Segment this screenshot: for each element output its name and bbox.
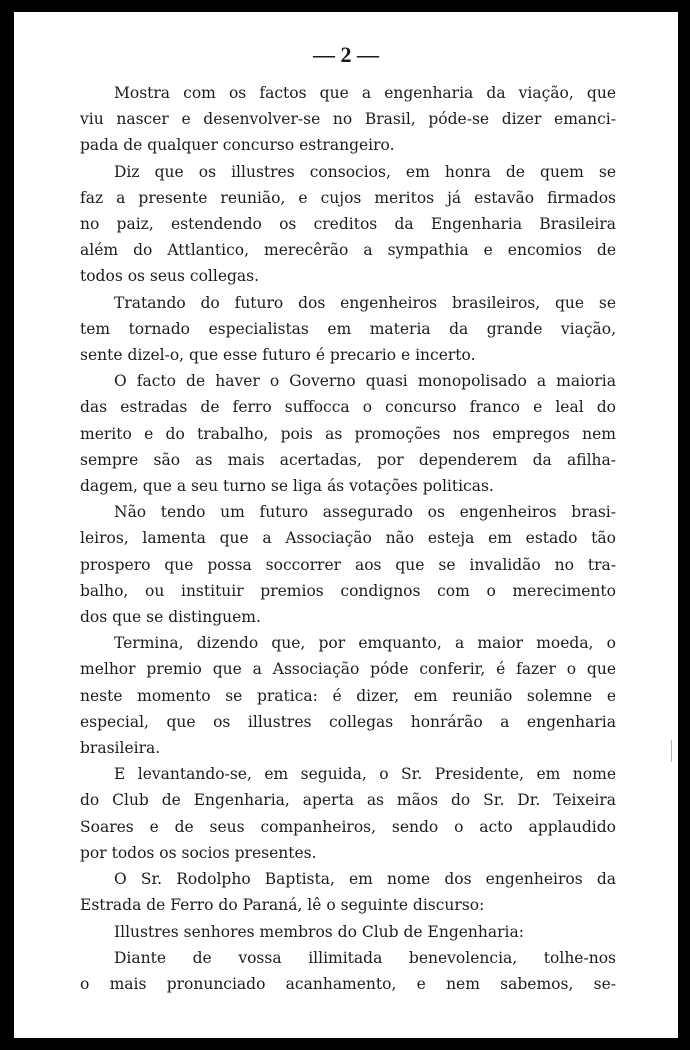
text-line: Tratando do futuro dos engenheiros brasileiros, que se <box>114 293 616 312</box>
text-line: merito e do trabalho, pois as promoções nos empregos nem <box>80 424 616 443</box>
text-line: além do Attlantico, merecêrão a sympathia e encomios de <box>80 241 616 260</box>
text-line: E levantando-se, em seguida, o Sr. Presidente, em nome <box>114 765 616 784</box>
text-line: O Sr. Rodolpho Baptista, em nome dos engenheiros da <box>114 870 616 889</box>
paragraph <box>80 945 616 997</box>
text-line: O facto de haver o Governo quasi monopolisado a maioria <box>114 372 616 391</box>
text-line: leiros, lamenta que a Associação não esteja em estado tão <box>80 529 616 548</box>
text-line: dagem, que a seu turno se liga ás votações politicas. <box>80 477 494 496</box>
text-line: viu nascer e desenvolver-se no Brasil, póde-se dizer emanci- <box>80 110 616 129</box>
text-line: prospero que possa soccorrer aos que se invalidão no tra- <box>80 555 616 574</box>
paragraph <box>80 866 616 918</box>
text-line: todos os seus collegas. <box>80 267 260 286</box>
text-line: no paiz, estendendo os creditos da Engenharia Brasileira <box>80 215 616 234</box>
text-line: sente dizel-o, que esse futuro é precario e incerto. <box>80 346 476 365</box>
paragraph <box>80 159 616 290</box>
text-line: Termina, dizendo que, por emquanto, a maior moeda, o <box>114 634 616 653</box>
text-line: melhor premio que a Associação póde conferir, é fazer o que <box>80 660 616 679</box>
text-line: Diante de vossa illimitada benevolencia, tolhe-nos <box>114 948 616 967</box>
text-line: Mostra com os factos que a engenharia da viação, que <box>114 84 616 102</box>
text-line: Diz que os illustres consocios, em honra de quem se <box>114 162 616 181</box>
text-line: do Club de Engenharia, aperta as mãos do Sr. Dr. Teixeira <box>80 791 616 810</box>
book-page <box>14 12 678 1038</box>
text-line: Soares e de seus companheiros, sendo o acto applaudido <box>80 817 616 836</box>
text-line: especial, que os illustres collegas honrárão a engenharia <box>80 712 616 731</box>
text-line: sempre são as mais acertadas, por dependerem da afilha- <box>80 450 616 469</box>
text-line: neste momento se pratica: é dizer, em reunião solemne e <box>80 686 616 705</box>
text-line: tem tornado especialistas em materia da grande viação, <box>80 319 616 338</box>
paragraph <box>80 761 616 866</box>
paragraph <box>80 368 616 499</box>
paragraph <box>80 499 616 630</box>
paragraph <box>80 630 616 761</box>
paragraph <box>80 80 616 159</box>
paragraph <box>80 290 616 369</box>
text-line: das estradas de ferro suffocca o concurso franco e leal do <box>80 398 616 417</box>
paragraph <box>80 919 616 945</box>
text-line: balho, ou instituir premios condignos com o merecimento <box>80 581 616 600</box>
text-line: por todos os socios presentes. <box>80 843 317 862</box>
text-line: dos que se distinguem. <box>80 608 261 627</box>
margin-mark <box>671 740 672 762</box>
text-line: faz a presente reunião, e cujos meritos já estavão firmados <box>80 188 616 207</box>
text-line: o mais pronunciado acanhamento, e nem sabemos, se- <box>80 974 616 993</box>
text-line: pada de qualquer concurso estrangeiro. <box>80 136 395 155</box>
text-line: brasileira. <box>80 739 161 758</box>
text-line: Illustres senhores membros do Club de Engenharia: <box>114 922 524 941</box>
text-line: Não tendo um futuro assegurado os engenheiros brasi- <box>114 503 616 522</box>
page-number: — 2 — <box>313 42 379 67</box>
text-line: Estrada de Ferro do Paraná, lê o seguinte discurso: <box>80 896 485 915</box>
body-text <box>80 80 616 997</box>
